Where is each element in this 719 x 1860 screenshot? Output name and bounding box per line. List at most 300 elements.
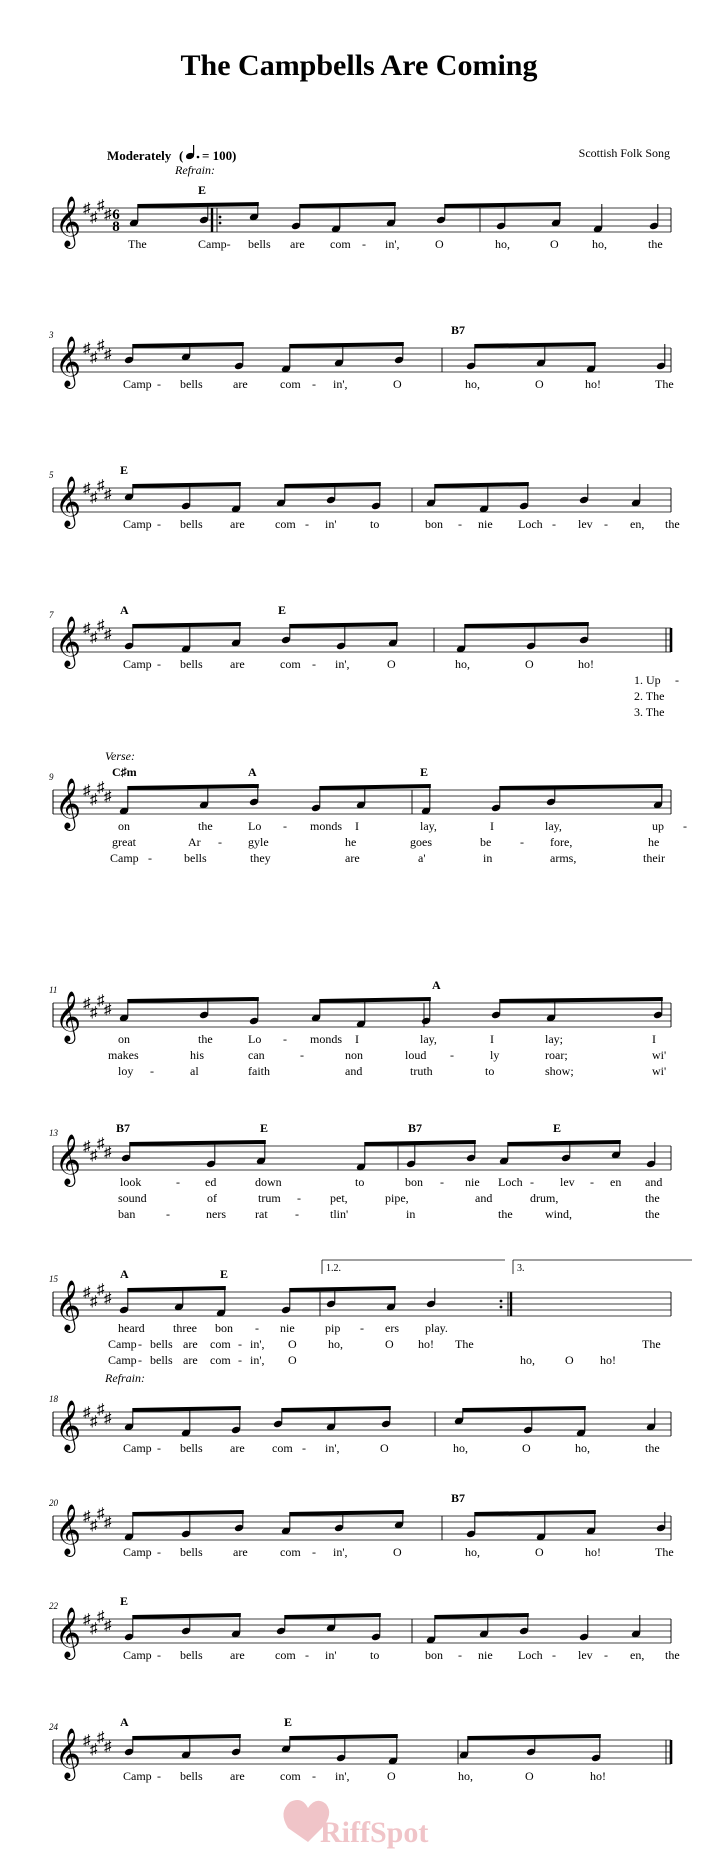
lyric-syllable: in', — [333, 1545, 348, 1559]
lyric-syllable: bon — [215, 1321, 233, 1335]
lyric-syllable: ho! — [578, 657, 594, 671]
lyric-syllable: - — [176, 1175, 180, 1189]
lyric-syllable: - — [138, 1353, 142, 1367]
note-beam — [290, 1286, 396, 1292]
lyric-syllable: - — [297, 1191, 301, 1205]
sharp-icon: ♯ — [97, 1730, 105, 1746]
lyric-syllable: in', — [333, 377, 348, 391]
sharp-icon: ♯ — [90, 792, 98, 808]
sharp-icon: ♯ — [90, 1621, 98, 1637]
lyric-syllable: are — [345, 851, 360, 865]
lyric-syllable: O — [522, 1441, 531, 1455]
lyric-syllable: Camp — [123, 1545, 152, 1559]
treble-clef-icon: 𝄞 — [55, 337, 82, 386]
sharp-icon: ♯ — [83, 1285, 91, 1301]
lyric-syllable: pet, — [330, 1191, 348, 1205]
measure-number: 9 — [49, 772, 54, 782]
lyric-syllable: lay, — [545, 819, 562, 833]
lyric-syllable: ho, — [465, 377, 480, 391]
note-beam — [435, 482, 529, 488]
note-beam — [133, 622, 241, 628]
sharp-icon: ♯ — [97, 198, 105, 214]
lyric-syllable: are — [233, 1545, 248, 1559]
lyric-syllable: - — [530, 1175, 534, 1189]
note-beam — [500, 784, 663, 790]
sharp-icon: ♯ — [104, 347, 112, 363]
note-beam — [133, 1613, 241, 1619]
sharp-icon: ♯ — [90, 1148, 98, 1164]
lyric-syllable: ho, — [575, 1441, 590, 1455]
treble-clef-icon: 𝄞 — [55, 1505, 82, 1554]
tempo-close-paren: ) — [232, 148, 237, 163]
lyric-syllable: the — [498, 1207, 513, 1221]
sharp-icon: ♯ — [83, 201, 91, 217]
lyric-syllable: bells — [180, 517, 203, 531]
lyric-syllable: in', — [335, 657, 350, 671]
lyric-syllable: goes — [410, 835, 432, 849]
note-beam — [475, 342, 596, 348]
repeat-dot — [219, 216, 222, 219]
note-beam — [285, 1613, 381, 1619]
sharp-icon: ♯ — [104, 789, 112, 805]
sharp-icon: ♯ — [97, 478, 105, 494]
lyric-syllable: nie — [280, 1321, 295, 1335]
sharp-icon: ♯ — [97, 1609, 105, 1625]
chord-symbol: E — [420, 765, 429, 779]
tempo-marking — [179, 145, 236, 163]
lyric-syllable: O — [387, 1769, 396, 1783]
lyric-syllable: The — [655, 1545, 674, 1559]
treble-clef-icon: 𝄞 — [55, 1281, 82, 1330]
note-beam — [128, 784, 259, 790]
sharp-icon: ♯ — [104, 1411, 112, 1427]
music-system — [49, 749, 687, 865]
lyric-syllable: show; — [545, 1064, 574, 1078]
lyric-syllable: The — [642, 1337, 661, 1351]
lyric-syllable: wi' — [652, 1048, 667, 1062]
lyric-syllable: in', — [250, 1353, 265, 1367]
lyric-syllable: on — [118, 819, 130, 833]
chord-symbol: E — [120, 1594, 129, 1608]
lyric-syllable: the — [665, 517, 680, 531]
lyric-syllable: are — [183, 1353, 198, 1367]
lyric-syllable: ners — [206, 1207, 226, 1221]
lyric-syllable: drum, — [530, 1191, 559, 1205]
note-beam — [133, 1734, 241, 1740]
lyric-syllable: ho! — [590, 1769, 606, 1783]
note-beam — [133, 1406, 241, 1412]
lyric-syllable: - — [312, 657, 316, 671]
lyric-syllable: and — [345, 1064, 363, 1078]
measure-number: 11 — [49, 985, 58, 995]
music-system — [49, 463, 680, 531]
lyric-syllable: - — [458, 517, 462, 531]
note-beam — [138, 202, 259, 208]
lyric-syllable: Camp — [123, 1441, 152, 1455]
note-beam — [320, 997, 431, 1003]
lyric-syllable: bells — [150, 1337, 173, 1351]
treble-clef-icon: 𝄞 — [55, 1401, 82, 1450]
lyric-syllable: the — [645, 1191, 660, 1205]
lyric-syllable: ho! — [600, 1353, 616, 1367]
lyric-syllable: - — [552, 517, 556, 531]
note-beam — [282, 1406, 391, 1412]
lyric-syllable: - — [604, 1648, 608, 1662]
lyric-syllable: ho! — [418, 1337, 434, 1351]
lyric-syllable: - — [450, 1048, 454, 1062]
note-beam — [128, 997, 259, 1003]
lyric-syllable: Camp — [110, 851, 139, 865]
lyric-syllable: the — [198, 819, 213, 833]
lyric-syllable: nie — [478, 517, 493, 531]
measure-number: 5 — [49, 470, 54, 480]
lyric-syllable: Loch — [518, 1648, 543, 1662]
lyric-syllable: ly — [490, 1048, 500, 1062]
tempo-open-paren: ( — [179, 148, 184, 163]
lyric-syllable: ban — [118, 1207, 136, 1221]
lyric-syllable: O — [385, 1337, 394, 1351]
lyric-syllable: com — [280, 1769, 301, 1783]
lyric-syllable: lev — [560, 1175, 575, 1189]
treble-clef-icon: 𝄞 — [55, 477, 82, 526]
note-beam — [128, 1286, 226, 1292]
music-systems — [48, 163, 692, 1783]
lyric-syllable: ho! — [585, 1545, 601, 1559]
sharp-icon: ♯ — [97, 1136, 105, 1152]
lyric-syllable: nie — [478, 1648, 493, 1662]
lyric-syllable: Camp — [108, 1337, 137, 1351]
music-system — [49, 1491, 674, 1559]
time-signature-bottom: 8 — [112, 219, 120, 235]
lyric-syllable: bells — [180, 657, 203, 671]
tempo-note-dot — [197, 156, 200, 159]
note-beam — [500, 997, 663, 1003]
lyric-syllable: on — [118, 1032, 130, 1046]
lyric-syllable: - — [440, 1175, 444, 1189]
lyric-syllable: ers — [385, 1321, 399, 1335]
sharp-icon: ♯ — [104, 1002, 112, 1018]
lyric-syllable: lay, — [420, 1032, 437, 1046]
lyric-syllable: wind, — [545, 1207, 572, 1221]
music-system — [48, 323, 674, 391]
lyric-syllable: - — [157, 657, 161, 671]
lyric-syllable: bon — [425, 1648, 443, 1662]
lyric-syllable: lay; — [545, 1032, 563, 1046]
lyric-syllable: bells — [180, 1545, 203, 1559]
lyric-syllable: 1. Up — [634, 673, 661, 687]
repeat-dot — [219, 222, 222, 225]
chord-symbol: E — [553, 1121, 562, 1135]
section-label: Verse: — [105, 749, 135, 763]
lyric-syllable: ho! — [585, 377, 601, 391]
lyric-syllable: lay, — [420, 819, 437, 833]
lyric-syllable: - — [458, 1648, 462, 1662]
music-system — [49, 1260, 692, 1367]
lyric-syllable: Camp — [123, 1648, 152, 1662]
lyric-syllable: tlin' — [330, 1207, 349, 1221]
sharp-icon: ♯ — [97, 618, 105, 634]
lyric-syllable: - — [150, 1064, 154, 1078]
lyric-syllable: al — [190, 1064, 199, 1078]
lyric-syllable: - — [360, 1321, 364, 1335]
lyric-syllable: - — [552, 1648, 556, 1662]
lyric-syllable: truth — [410, 1064, 433, 1078]
note-beam — [445, 202, 561, 208]
lyric-syllable: O — [565, 1353, 574, 1367]
lyric-syllable: com — [280, 657, 301, 671]
volta-label: 3. — [517, 1263, 525, 1274]
measure-number: 13 — [49, 1128, 58, 1138]
chord-symbol: A — [432, 978, 441, 992]
chord-symbol: B7 — [116, 1121, 131, 1135]
lyric-syllable: The — [455, 1337, 474, 1351]
lyric-syllable: the — [648, 237, 663, 251]
lyric-syllable: in — [406, 1207, 416, 1221]
lyric-syllable: Lo — [248, 819, 262, 833]
lyric-syllable: bells — [184, 851, 207, 865]
lyric-syllable: - — [283, 819, 287, 833]
lyric-syllable: I — [652, 1032, 656, 1046]
lyric-syllable: - — [312, 1769, 316, 1783]
lyric-syllable: O — [288, 1337, 297, 1351]
lyric-syllable: en, — [630, 1648, 645, 1662]
sharp-icon: ♯ — [104, 1515, 112, 1531]
lyric-syllable: and — [645, 1175, 663, 1189]
sharp-icon: ♯ — [90, 1742, 98, 1758]
lyric-syllable: Camp — [123, 517, 152, 531]
note-beam — [475, 1510, 596, 1516]
lyric-syllable: O — [535, 1545, 544, 1559]
lyric-syllable: Lo — [248, 1032, 262, 1046]
sharp-icon: ♯ — [83, 341, 91, 357]
lyric-syllable: en, — [630, 517, 645, 531]
lyric-syllable: in' — [325, 517, 337, 531]
lyric-syllable: com — [210, 1353, 231, 1367]
lyric-syllable: to — [370, 1648, 380, 1662]
treble-clef-icon: 𝄞 — [55, 1608, 82, 1657]
sharp-icon: ♯ — [104, 1618, 112, 1634]
lyric-syllable: in', — [250, 1337, 265, 1351]
lyric-syllable: - — [148, 851, 152, 865]
lyric-syllable: play. — [425, 1321, 448, 1335]
treble-clef-icon: 𝄞 — [55, 1135, 82, 1184]
lyric-syllable: - — [157, 1648, 161, 1662]
lyric-syllable: The — [128, 237, 147, 251]
lyric-syllable: I — [490, 819, 494, 833]
lyric-syllable: lev — [578, 517, 593, 531]
note-beam — [130, 1140, 266, 1146]
lyric-syllable: - — [312, 377, 316, 391]
treble-clef-icon: 𝄞 — [55, 197, 82, 246]
volta-label: 1.2. — [326, 1263, 341, 1274]
lyric-syllable: - — [302, 1441, 306, 1455]
lyric-syllable: bells — [180, 1441, 203, 1455]
music-system — [49, 603, 679, 719]
lyric-syllable: - — [305, 517, 309, 531]
lyric-syllable: in', — [385, 237, 400, 251]
sharp-icon: ♯ — [90, 1005, 98, 1021]
lyric-syllable: I — [355, 1032, 359, 1046]
lyric-syllable: O — [387, 657, 396, 671]
lyric-syllable: ho, — [592, 237, 607, 251]
lyric-syllable: they — [250, 851, 271, 865]
lyric-syllable: three — [173, 1321, 197, 1335]
lyric-syllable: are — [290, 237, 305, 251]
lyric-syllable: down — [255, 1175, 282, 1189]
lyric-syllable: 3. The — [634, 705, 665, 719]
lyric-syllable: - — [255, 1321, 259, 1335]
lyric-syllable: The — [655, 377, 674, 391]
lyric-syllable: O — [393, 377, 402, 391]
lyric-syllable: - — [238, 1337, 242, 1351]
sharp-icon: ♯ — [97, 1506, 105, 1522]
lyric-syllable: ho, — [455, 657, 470, 671]
lyric-syllable: pip — [325, 1321, 341, 1335]
lyric-syllable: loud — [405, 1048, 427, 1062]
composer: Scottish Folk Song — [578, 146, 670, 160]
measure-number: 20 — [49, 1498, 58, 1508]
chord-symbol: A — [120, 1267, 129, 1281]
sharp-icon: ♯ — [83, 1405, 91, 1421]
lyric-syllable: pipe, — [385, 1191, 409, 1205]
lyric-syllable: Loch — [518, 517, 543, 531]
measure-number: 18 — [49, 1394, 58, 1404]
music-system — [49, 1715, 671, 1783]
lyric-syllable: ho, — [458, 1769, 473, 1783]
lyric-syllable: - — [138, 1337, 142, 1351]
lyric-syllable: makes — [108, 1048, 139, 1062]
lyric-syllable: - — [305, 1648, 309, 1662]
note-beam — [508, 1140, 621, 1146]
lyric-syllable: arms, — [550, 851, 577, 865]
chord-symbol: B7 — [408, 1121, 423, 1135]
sharp-icon: ♯ — [104, 1739, 112, 1755]
sharp-icon: ♯ — [97, 993, 105, 1009]
lyric-syllable: are — [230, 517, 245, 531]
chord-symbol: E — [220, 1267, 229, 1281]
riffspot-logo — [283, 1800, 428, 1849]
lyric-syllable: bells — [150, 1353, 173, 1367]
lyric-syllable: monds — [310, 819, 343, 833]
lyric-syllable: - — [300, 1048, 304, 1062]
lyric-syllable: com — [280, 1545, 301, 1559]
chord-symbol: A — [120, 1715, 129, 1729]
note-beam — [465, 622, 589, 628]
lyric-syllable: roar; — [545, 1048, 568, 1062]
lyric-syllable: O — [380, 1441, 389, 1455]
measure-number: 7 — [49, 610, 54, 620]
sharp-icon: ♯ — [90, 1294, 98, 1310]
lyric-syllable: O — [288, 1353, 297, 1367]
lyric-syllable: - — [683, 819, 687, 833]
section-label: Refrain: — [105, 1371, 145, 1385]
time-signature-top: 6 — [112, 207, 120, 223]
sharp-icon: ♯ — [97, 1282, 105, 1298]
sharp-icon: ♯ — [83, 1612, 91, 1628]
lyric-syllable: com — [280, 377, 301, 391]
note-beam — [133, 342, 244, 348]
lyric-syllable: bells — [248, 237, 271, 251]
tempo-value: = 100 — [202, 148, 233, 163]
repeat-dot — [500, 1306, 503, 1309]
lyric-syllable: their — [643, 851, 665, 865]
lyric-syllable: in', — [325, 1441, 340, 1455]
lyric-syllable: look — [120, 1175, 142, 1189]
lyric-syllable: great — [112, 835, 136, 849]
music-system — [49, 1371, 671, 1455]
lyric-syllable: his — [190, 1048, 205, 1062]
chord-symbol: B7 — [451, 323, 466, 337]
lyric-syllable: are — [230, 1441, 245, 1455]
sharp-icon: ♯ — [90, 1518, 98, 1534]
lyric-syllable: lev — [578, 1648, 593, 1662]
lyric-syllable: wi' — [652, 1064, 667, 1078]
lyric-syllable: - — [157, 1545, 161, 1559]
note-beam — [320, 784, 431, 790]
note-beam — [133, 1510, 244, 1516]
lyric-syllable: the — [645, 1441, 660, 1455]
measure-number: 15 — [49, 1274, 58, 1284]
lyric-syllable: O — [550, 237, 559, 251]
lyric-syllable: O — [435, 237, 444, 251]
lyric-syllable: Camp — [123, 657, 152, 671]
note-beam — [290, 1510, 404, 1516]
chord-symbol: E — [284, 1715, 293, 1729]
lyric-syllable: a' — [418, 851, 426, 865]
lyric-syllable: fore, — [550, 835, 573, 849]
lyric-syllable: to — [370, 517, 380, 531]
lyric-syllable: to — [485, 1064, 495, 1078]
lyric-syllable: and — [475, 1191, 493, 1205]
sharp-icon: ♯ — [104, 1291, 112, 1307]
lyric-syllable: O — [535, 377, 544, 391]
lyric-syllable: Camp — [123, 377, 152, 391]
sharp-icon: ♯ — [83, 1509, 91, 1525]
lyric-syllable: in' — [325, 1648, 337, 1662]
lyric-syllable: - — [604, 517, 608, 531]
lyric-syllable: ho, — [465, 1545, 480, 1559]
lyric-syllable: com — [275, 517, 296, 531]
lyric-syllable: up — [652, 819, 664, 833]
note-beam — [290, 1734, 398, 1740]
lyric-syllable: heard — [118, 1321, 145, 1335]
lyric-syllable: are — [230, 1769, 245, 1783]
lyric-syllable: the — [665, 1648, 680, 1662]
chord-symbol: C♯m — [112, 765, 137, 779]
sharp-icon: ♯ — [83, 481, 91, 497]
lyric-syllable: - — [295, 1207, 299, 1221]
lyric-syllable: he — [345, 835, 357, 849]
lyric-syllable: - — [157, 377, 161, 391]
lyric-syllable: non — [345, 1048, 363, 1062]
sharp-icon: ♯ — [83, 621, 91, 637]
note-beam — [290, 622, 398, 628]
lyric-syllable: - — [157, 517, 161, 531]
chord-symbol: E — [260, 1121, 269, 1135]
lyric-syllable: com — [330, 237, 351, 251]
note-beam — [290, 342, 404, 348]
music-system — [53, 163, 671, 251]
lyric-syllable: I — [490, 1032, 494, 1046]
chord-symbol: A — [120, 603, 129, 617]
lyric-syllable: bells — [180, 1769, 203, 1783]
lyric-syllable: ho, — [453, 1441, 468, 1455]
sharp-icon: ♯ — [90, 1414, 98, 1430]
lyric-syllable: be — [480, 835, 492, 849]
lyric-syllable: sound — [118, 1191, 147, 1205]
lyric-syllable: are — [233, 377, 248, 391]
lyric-syllable: ho, — [495, 237, 510, 251]
